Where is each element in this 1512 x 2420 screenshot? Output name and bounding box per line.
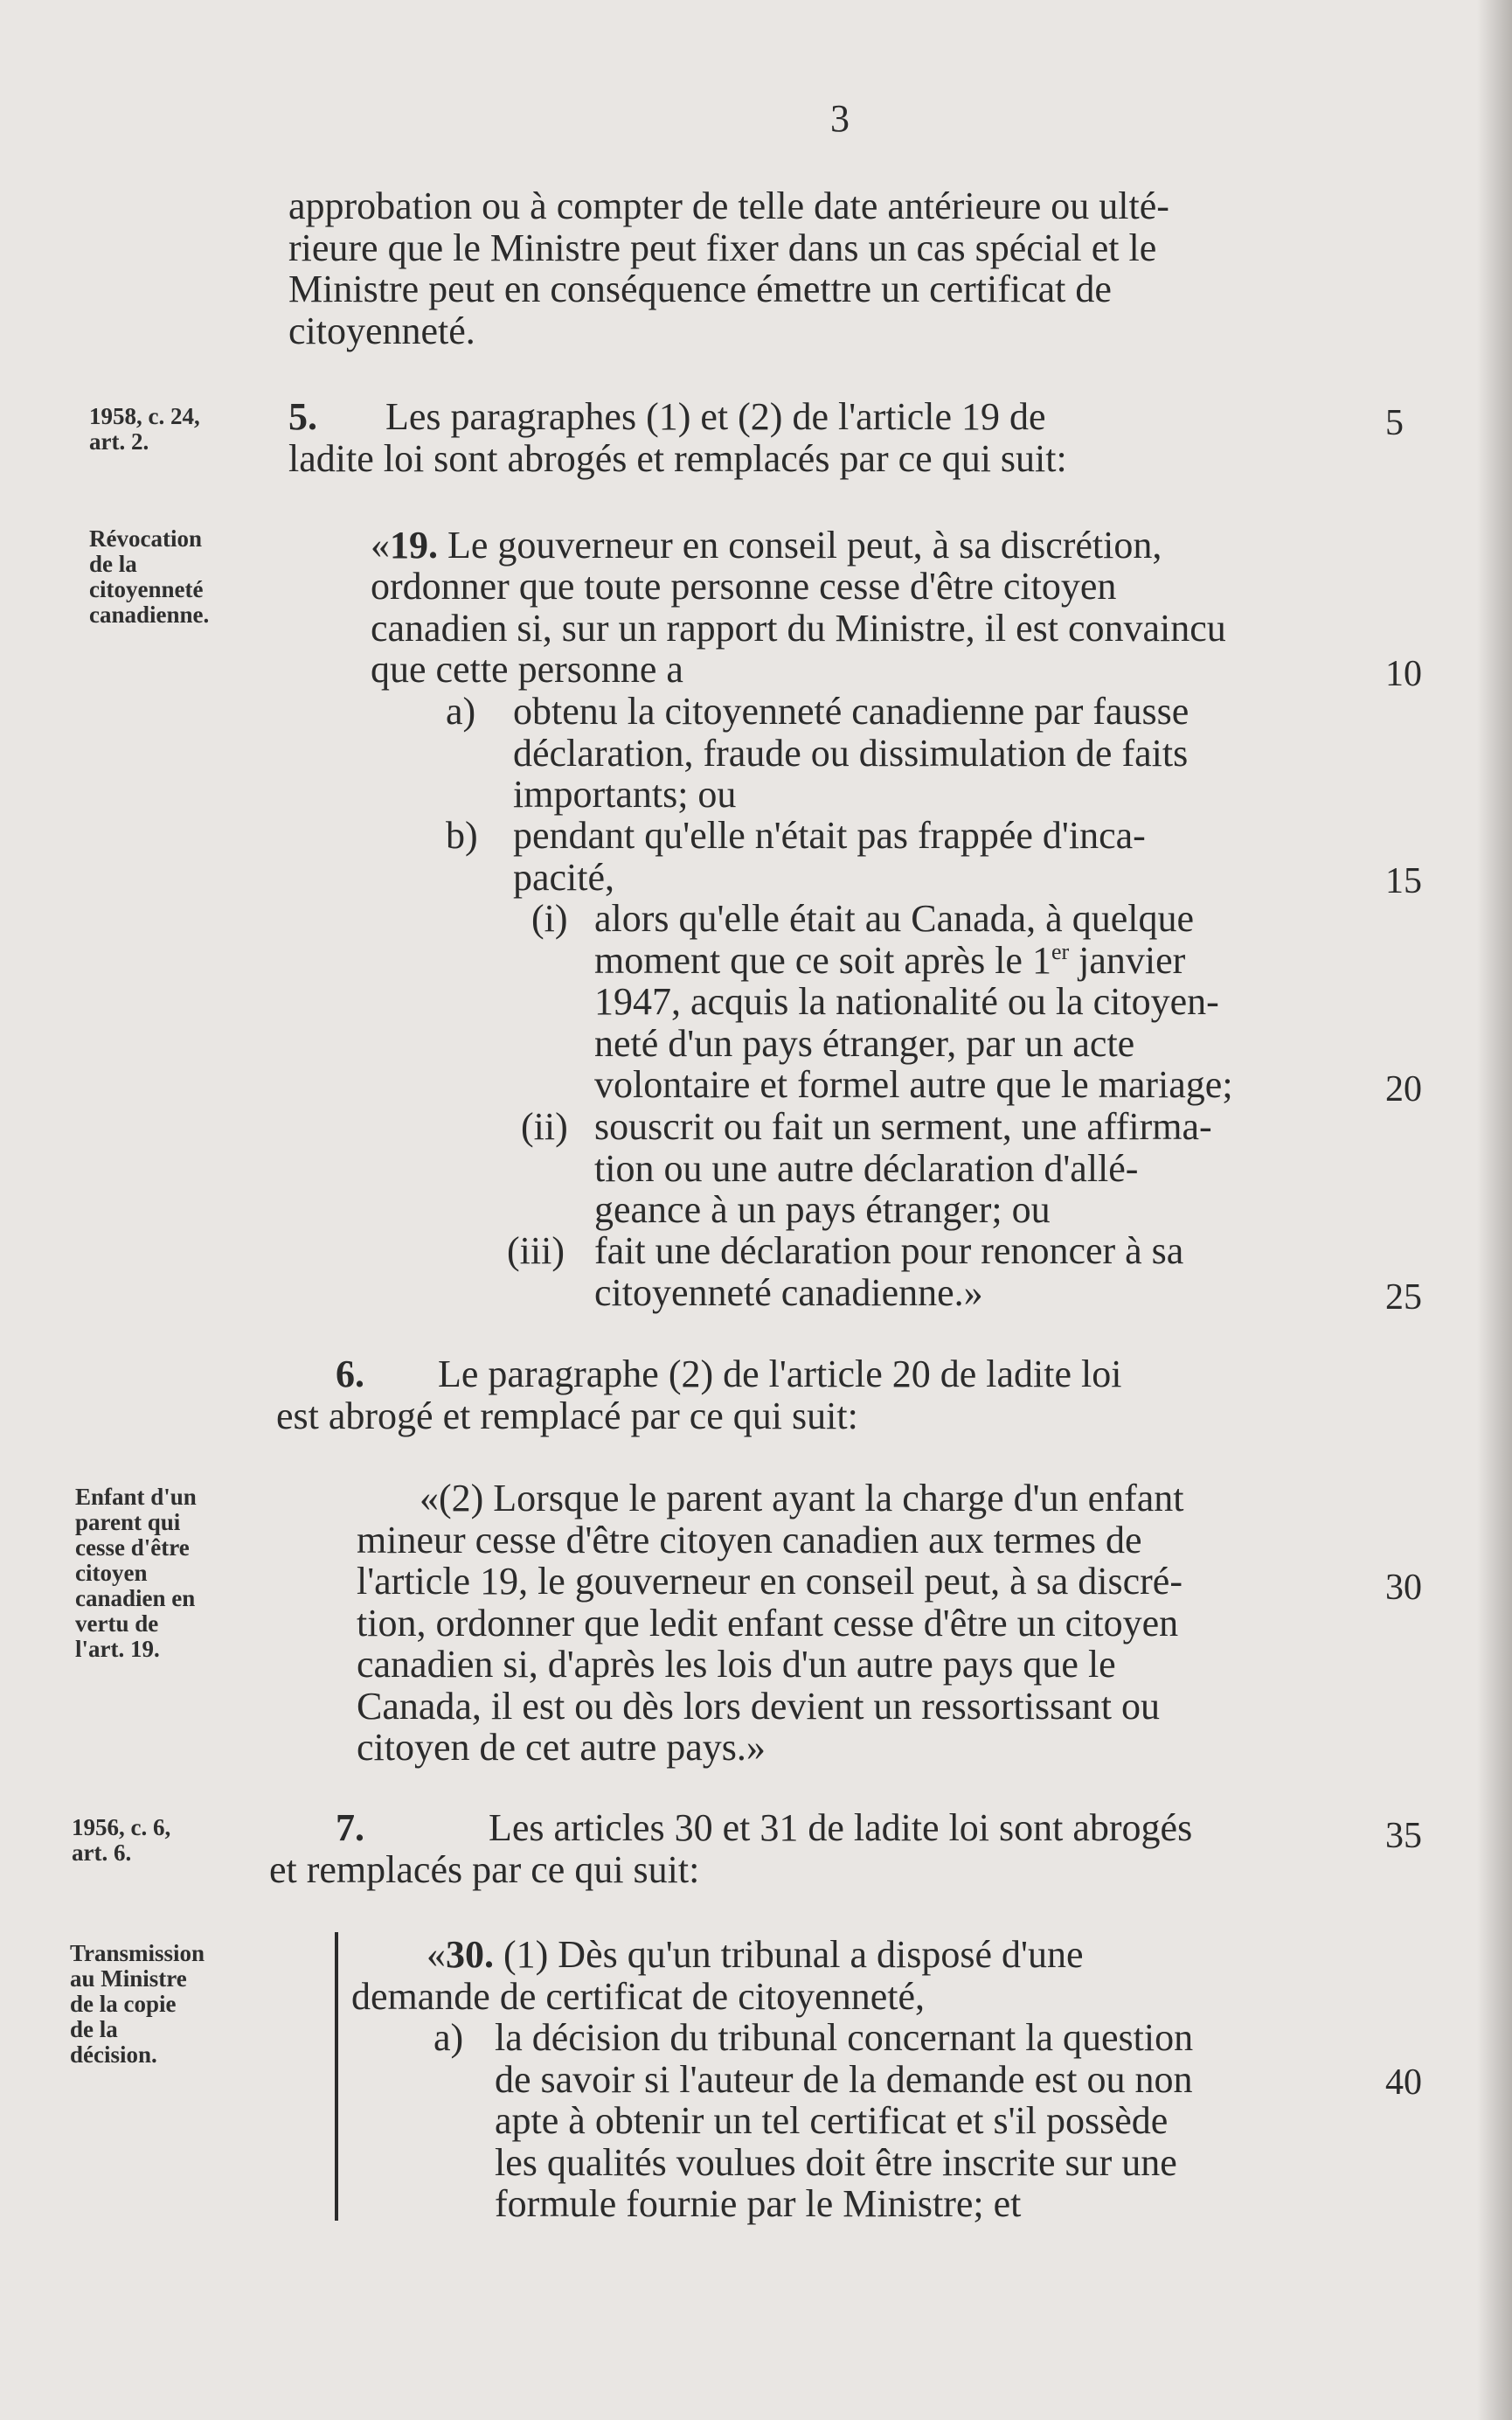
- page-edge-shadow: [1477, 0, 1512, 2420]
- section-5-number: 5.: [288, 395, 317, 438]
- section-5: 5. Les paragraphes (1) et (2) de l'article 19 de ladite loi sont abrogés et remplacés par ce qui suit:: [288, 395, 1067, 480]
- section-7-number: 7.: [336, 1806, 364, 1849]
- article-30-number: 30.: [446, 1933, 494, 1976]
- line-number-5: 5: [1385, 403, 1404, 443]
- article-30-clause-a: la décision du tribunal concernant la question de savoir si l'auteur de la demande est ou non apte à obtenir un tel certificat et s'il possède les qualités voulues doit être inscrite sur une formule fournie par le Ministre; et: [495, 2016, 1194, 2225]
- article-20-2: «(2) Lorsque le parent ayant la charge d'un enfant mineur cesse d'être citoyen canadien aux termes de l'article 19, le gouverneur en conseil peut, à sa discré- tion, ordonner que ledit enfant cesse d'être un citoyen canadien si, d'après les lois d'un autre pays que le Canada, il est ou dès lors devient un ressortissant ou citoyen de cet autre pays.»: [357, 1477, 1184, 1769]
- article-19-cont: ordonner que toute personne cesse d'être citoyen canadien si, sur un rapport du Ministre, il est convaincu que cette personne a: [371, 565, 1226, 691]
- article-19-number: 19.: [390, 524, 438, 567]
- article-30: «30. (1) Dès qu'un tribunal a disposé d'une demande de certificat de citoyenneté,: [351, 1933, 1084, 2018]
- line-number-35: 35: [1385, 1816, 1422, 1856]
- subclause-iii-label: (iii): [507, 1229, 565, 1272]
- subclause-i: alors qu'elle était au Canada, à quelque moment que ce soit après le 1er janvier 1947, acquis la nationalité ou la citoyen- neté d'un pays étranger, par un acte volontaire et formel autre que le mariage;: [594, 897, 1233, 1106]
- article-19: «19. Le gouverneur en conseil peut, à sa discrétion,: [371, 524, 1162, 567]
- page-number: 3: [830, 97, 850, 140]
- clause-a: obtenu la citoyenneté canadienne par fausse déclaration, fraude ou dissimulation de faits importants; ou: [513, 690, 1189, 816]
- paragraph-continuation: approbation ou à compter de telle date antérieure ou ulté- rieure que le Ministre peut fixer dans un cas spécial et le Ministre peut en conséquence émettre un certificat de citoyenneté.: [288, 184, 1169, 352]
- section-6-number: 6.: [336, 1353, 364, 1395]
- line-number-25: 25: [1385, 1277, 1422, 1318]
- clause-b-label: b): [446, 814, 478, 857]
- section-7: 7. Les articles 30 et 31 de ladite loi sont abrogés et remplacés par ce qui suit:: [269, 1806, 1193, 1891]
- subclause-i-label: (i): [531, 897, 568, 940]
- line-number-30: 30: [1385, 1568, 1422, 1608]
- margin-note-enfant: Enfant d'un parent qui cesse d'être citoyen canadien en vertu de l'art. 19.: [75, 1484, 197, 1662]
- line-number-10: 10: [1385, 654, 1422, 694]
- section-6: 6. Le paragraphe (2) de l'article 20 de ladite loi est abrogé et remplacé par ce qui suit:: [276, 1353, 1122, 1437]
- margin-note-revocation: Révocation de la citoyenneté canadienne.: [89, 525, 210, 628]
- margin-note-transmission: Transmission au Ministre de la copie de la décision.: [70, 1940, 205, 2068]
- margin-note-1958: 1958, c. 24, art. 2.: [89, 403, 200, 455]
- subclause-ii-label: (ii): [521, 1105, 568, 1148]
- line-number-15: 15: [1385, 861, 1422, 901]
- subclause-iii: fait une déclaration pour renoncer à sa citoyenneté canadienne.»: [594, 1229, 1184, 1314]
- clause-b: pendant qu'elle n'était pas frappée d'inca- pacité,: [513, 814, 1146, 899]
- line-number-40: 40: [1385, 2062, 1422, 2103]
- amendment-bar: [335, 1932, 338, 2221]
- line-number-20: 20: [1385, 1069, 1422, 1109]
- subclause-ii: souscrit ou fait un serment, une affirma- tion ou une autre déclaration d'allé- geance à un pays étranger; ou: [594, 1105, 1212, 1231]
- clause-a-label: a): [446, 690, 476, 733]
- article-30-clause-a-label: a): [433, 2016, 464, 2059]
- margin-note-1956: 1956, c. 6, art. 6.: [72, 1814, 171, 1866]
